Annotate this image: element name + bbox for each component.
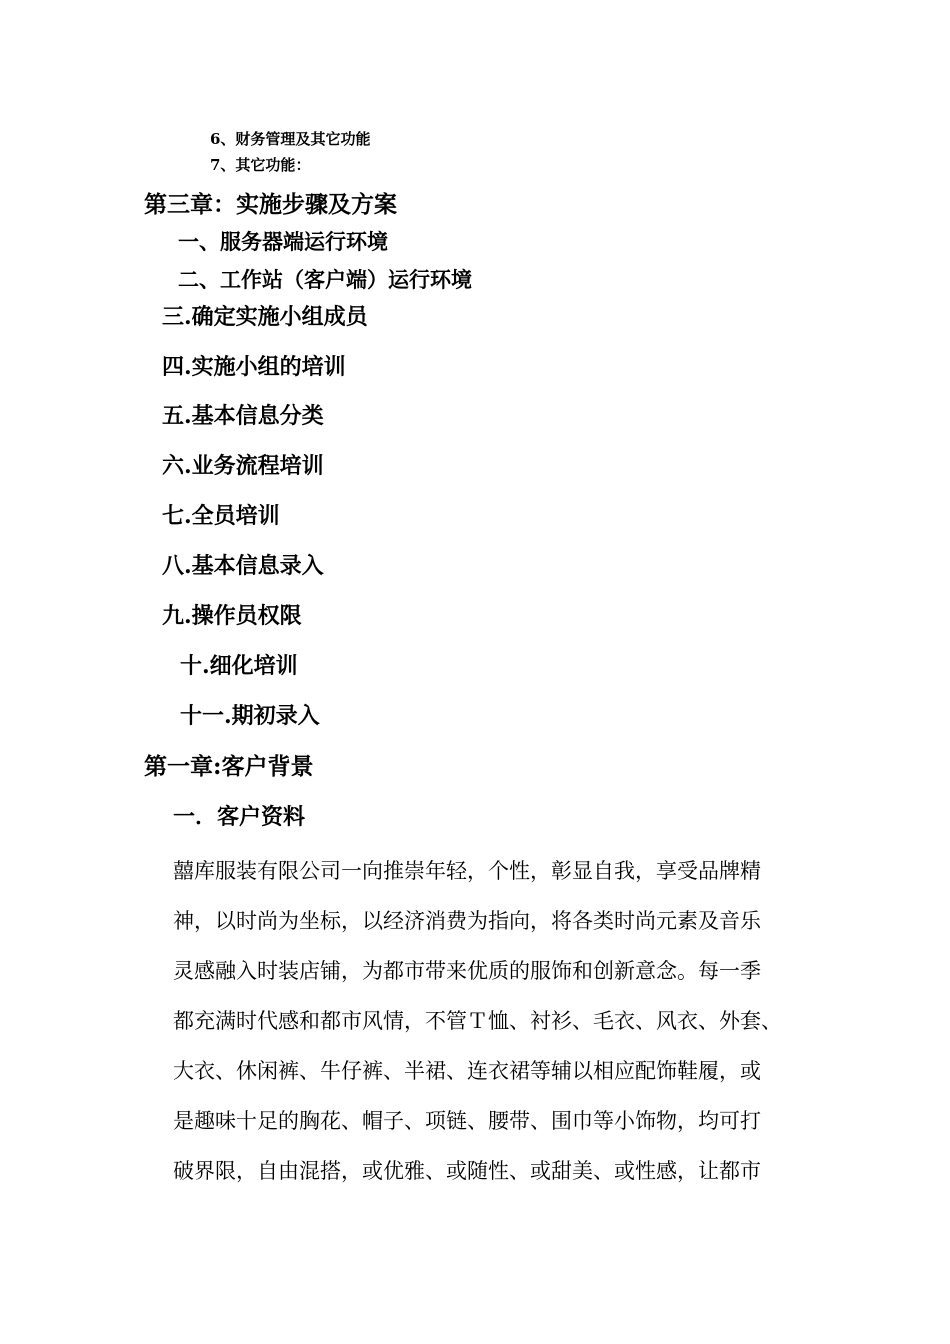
toc-item-3: 三.确定实施小组成员 [162, 304, 368, 330]
toc-sub-item-7: 7、其它功能： [210, 156, 311, 174]
toc-chapter-3: 第三章：实施步骤及方案 [144, 191, 397, 218]
paragraph-line: 破界限，自由混搭，或优雅、或随性、或甜美、或性感，让都市 [173, 1159, 761, 1183]
paragraph-line: 神，以时尚为坐标，以经济消费为指向，将各类时尚元素及音乐 [173, 909, 761, 933]
toc-item-5: 五.基本信息分类 [162, 403, 324, 429]
toc-item-6: 六.业务流程培训 [162, 453, 324, 479]
toc-section-2: 二、工作站（客户端）运行环境 [178, 267, 472, 292]
paragraph-line: 大衣、休闲裤、牛仔裤、半裙、连衣裙等辅以相应配饰鞋履，或 [173, 1059, 761, 1083]
paragraph-line: 是趣味十足的胸花、帽子、项链、腰带、围巾等小饰物，均可打 [173, 1109, 761, 1133]
paragraph-line: 囍库服装有限公司一向推崇年轻，个性，彰显自我，享受品牌精 [173, 859, 761, 883]
toc-item-10: 十.细化培训 [180, 653, 298, 679]
toc-item-8: 八.基本信息录入 [162, 553, 324, 579]
toc-item-9: 九.操作员权限 [162, 603, 302, 629]
paragraph-line: 灵感融入时装店铺，为都市带来优质的服饰和创新意念。每一季 [173, 959, 761, 983]
paragraph-line: 都充满时代感和都市风情，不管Ｔ恤、衬衫、毛衣、风衣、外套、 [173, 1009, 782, 1033]
toc-item-7: 七.全员培训 [162, 503, 280, 529]
section-customer-info-heading: 一．客户资料 [173, 804, 306, 830]
chapter-1-heading: 第一章:客户背景 [144, 753, 314, 780]
toc-item-4: 四.实施小组的培训 [162, 354, 346, 380]
customer-info-paragraph [173, 846, 833, 1196]
toc-sub-item-6: 6、财务管理及其它功能 [210, 130, 371, 148]
toc-section-1: 一、服务器端运行环境 [178, 229, 388, 254]
toc-item-11: 十一.期初录入 [180, 703, 320, 729]
